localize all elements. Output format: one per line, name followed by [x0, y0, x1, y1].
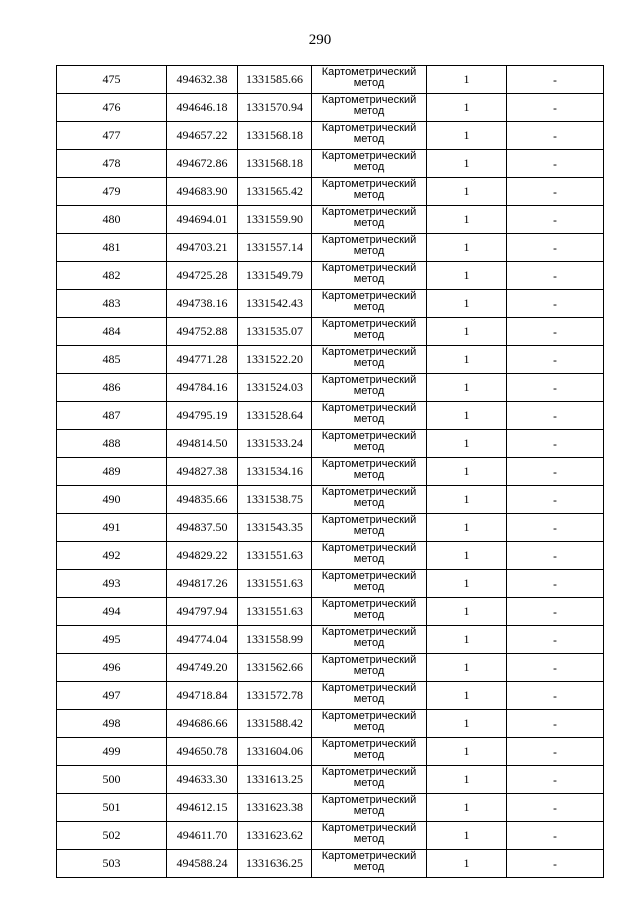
table-row — [57, 458, 604, 486]
method-line-2: метод — [353, 609, 385, 621]
x-coordinate-cell: 494795.19 — [167, 402, 238, 430]
note-cell: - — [507, 794, 604, 822]
accuracy-cell: 1 — [427, 402, 507, 430]
accuracy-cell: 1 — [427, 122, 507, 150]
method-line-1: Картометрический — [321, 458, 417, 470]
table-row — [57, 290, 604, 318]
y-coordinate-cell: 1331568.18 — [238, 150, 312, 178]
table-row — [57, 402, 604, 430]
x-coordinate-cell: 494738.16 — [167, 290, 238, 318]
y-coordinate-cell: 1331565.42 — [238, 178, 312, 206]
table-row — [57, 234, 604, 262]
method-cell — [312, 850, 427, 878]
note-cell: - — [507, 514, 604, 542]
note-cell: - — [507, 66, 604, 94]
x-coordinate-cell: 494694.01 — [167, 206, 238, 234]
table-body — [57, 66, 604, 878]
table-row — [57, 598, 604, 626]
x-coordinate-cell: 494837.50 — [167, 514, 238, 542]
method-line-1: Картометрический — [321, 486, 417, 498]
point-number-cell: 479 — [57, 178, 167, 206]
point-number-cell: 484 — [57, 318, 167, 346]
method-line-2: метод — [353, 217, 385, 229]
accuracy-cell: 1 — [427, 570, 507, 598]
point-number-cell: 478 — [57, 150, 167, 178]
y-coordinate-cell: 1331533.24 — [238, 430, 312, 458]
y-coordinate-cell: 1331535.07 — [238, 318, 312, 346]
y-coordinate-cell: 1331534.16 — [238, 458, 312, 486]
method-line-2: метод — [353, 581, 385, 593]
method-line-1: Картометрический — [321, 234, 417, 246]
method-line-1: Картометрический — [321, 430, 417, 442]
note-cell: - — [507, 234, 604, 262]
method-line-1: Картометрический — [321, 206, 417, 218]
method-cell — [312, 458, 427, 486]
note-cell: - — [507, 122, 604, 150]
table-row — [57, 486, 604, 514]
method-line-2: метод — [353, 413, 385, 425]
note-cell: - — [507, 598, 604, 626]
y-coordinate-cell: 1331604.06 — [238, 738, 312, 766]
accuracy-cell: 1 — [427, 710, 507, 738]
table-row — [57, 766, 604, 794]
method-cell — [312, 794, 427, 822]
method-line-1: Картометрический — [321, 178, 417, 190]
method-line-2: метод — [353, 553, 385, 565]
x-coordinate-cell: 494672.86 — [167, 150, 238, 178]
note-cell: - — [507, 626, 604, 654]
method-cell — [312, 654, 427, 682]
accuracy-cell: 1 — [427, 430, 507, 458]
note-cell: - — [507, 766, 604, 794]
method-line-2: метод — [353, 161, 385, 173]
point-number-cell: 494 — [57, 598, 167, 626]
accuracy-cell: 1 — [427, 486, 507, 514]
note-cell: - — [507, 682, 604, 710]
accuracy-cell: 1 — [427, 206, 507, 234]
accuracy-cell: 1 — [427, 178, 507, 206]
table-row — [57, 94, 604, 122]
method-cell — [312, 570, 427, 598]
point-number-cell: 495 — [57, 626, 167, 654]
y-coordinate-cell: 1331528.64 — [238, 402, 312, 430]
table-row — [57, 430, 604, 458]
note-cell: - — [507, 570, 604, 598]
y-coordinate-cell: 1331570.94 — [238, 94, 312, 122]
note-cell: - — [507, 94, 604, 122]
x-coordinate-cell: 494817.26 — [167, 570, 238, 598]
point-number-cell: 480 — [57, 206, 167, 234]
accuracy-cell: 1 — [427, 234, 507, 262]
y-coordinate-cell: 1331623.38 — [238, 794, 312, 822]
y-coordinate-cell: 1331636.25 — [238, 850, 312, 878]
x-coordinate-cell: 494612.15 — [167, 794, 238, 822]
method-line-2: метод — [353, 357, 385, 369]
point-number-cell: 502 — [57, 822, 167, 850]
table-row — [57, 206, 604, 234]
x-coordinate-cell: 494632.38 — [167, 66, 238, 94]
y-coordinate-cell: 1331551.63 — [238, 598, 312, 626]
method-cell — [312, 234, 427, 262]
point-number-cell: 490 — [57, 486, 167, 514]
table-row — [57, 570, 604, 598]
table-row — [57, 850, 604, 878]
coordinates-table — [56, 65, 604, 878]
accuracy-cell: 1 — [427, 738, 507, 766]
method-cell — [312, 94, 427, 122]
method-cell — [312, 178, 427, 206]
x-coordinate-cell: 494771.28 — [167, 346, 238, 374]
x-coordinate-cell: 494725.28 — [167, 262, 238, 290]
method-line-1: Картометрический — [321, 850, 417, 862]
method-line-1: Картометрический — [321, 738, 417, 750]
method-line-1: Картометрический — [321, 94, 417, 106]
point-number-cell: 489 — [57, 458, 167, 486]
y-coordinate-cell: 1331559.90 — [238, 206, 312, 234]
method-cell — [312, 598, 427, 626]
point-number-cell: 477 — [57, 122, 167, 150]
accuracy-cell: 1 — [427, 150, 507, 178]
table-row — [57, 710, 604, 738]
method-line-2: метод — [353, 105, 385, 117]
method-line-1: Картометрический — [321, 150, 417, 162]
method-line-2: метод — [353, 833, 385, 845]
x-coordinate-cell: 494827.38 — [167, 458, 238, 486]
y-coordinate-cell: 1331613.25 — [238, 766, 312, 794]
note-cell: - — [507, 486, 604, 514]
table-row — [57, 178, 604, 206]
note-cell: - — [507, 318, 604, 346]
accuracy-cell: 1 — [427, 682, 507, 710]
method-cell — [312, 262, 427, 290]
method-cell — [312, 738, 427, 766]
accuracy-cell: 1 — [427, 346, 507, 374]
method-cell — [312, 122, 427, 150]
y-coordinate-cell: 1331562.66 — [238, 654, 312, 682]
method-cell — [312, 206, 427, 234]
method-line-2: метод — [353, 329, 385, 341]
x-coordinate-cell: 494683.90 — [167, 178, 238, 206]
method-line-1: Картометрический — [321, 402, 417, 414]
x-coordinate-cell: 494784.16 — [167, 374, 238, 402]
y-coordinate-cell: 1331557.14 — [238, 234, 312, 262]
method-cell — [312, 766, 427, 794]
method-line-1: Картометрический — [321, 570, 417, 582]
method-line-1: Картометрический — [321, 710, 417, 722]
point-number-cell: 499 — [57, 738, 167, 766]
note-cell: - — [507, 346, 604, 374]
y-coordinate-cell: 1331543.35 — [238, 514, 312, 542]
method-line-1: Картометрический — [321, 682, 417, 694]
method-line-1: Картометрический — [321, 262, 417, 274]
table-row — [57, 318, 604, 346]
point-number-cell: 503 — [57, 850, 167, 878]
note-cell: - — [507, 458, 604, 486]
note-cell: - — [507, 402, 604, 430]
y-coordinate-cell: 1331538.75 — [238, 486, 312, 514]
table-row — [57, 542, 604, 570]
method-line-1: Картометрический — [321, 822, 417, 834]
accuracy-cell: 1 — [427, 626, 507, 654]
y-coordinate-cell: 1331588.42 — [238, 710, 312, 738]
method-line-1: Картометрический — [321, 290, 417, 302]
point-number-cell: 487 — [57, 402, 167, 430]
method-cell — [312, 318, 427, 346]
table-row — [57, 626, 604, 654]
point-number-cell: 496 — [57, 654, 167, 682]
page-number: 290 — [308, 32, 332, 48]
method-line-2: метод — [353, 805, 385, 817]
note-cell: - — [507, 542, 604, 570]
x-coordinate-cell: 494829.22 — [167, 542, 238, 570]
table-row — [57, 122, 604, 150]
point-number-cell: 493 — [57, 570, 167, 598]
table-row — [57, 822, 604, 850]
x-coordinate-cell: 494588.24 — [167, 850, 238, 878]
table-row — [57, 346, 604, 374]
method-cell — [312, 542, 427, 570]
method-line-2: метод — [353, 693, 385, 705]
accuracy-cell: 1 — [427, 318, 507, 346]
method-line-2: метод — [353, 777, 385, 789]
point-number-cell: 488 — [57, 430, 167, 458]
method-cell — [312, 822, 427, 850]
method-line-1: Картометрический — [321, 766, 417, 778]
y-coordinate-cell: 1331572.78 — [238, 682, 312, 710]
method-line-2: метод — [353, 245, 385, 257]
method-line-1: Картометрический — [321, 542, 417, 554]
accuracy-cell: 1 — [427, 822, 507, 850]
x-coordinate-cell: 494657.22 — [167, 122, 238, 150]
note-cell: - — [507, 430, 604, 458]
note-cell: - — [507, 178, 604, 206]
y-coordinate-cell: 1331585.66 — [238, 66, 312, 94]
method-cell — [312, 374, 427, 402]
method-line-2: метод — [353, 497, 385, 509]
method-line-2: метод — [353, 133, 385, 145]
point-number-cell: 498 — [57, 710, 167, 738]
note-cell: - — [507, 206, 604, 234]
method-cell — [312, 626, 427, 654]
table-row — [57, 514, 604, 542]
method-line-2: метод — [353, 469, 385, 481]
accuracy-cell: 1 — [427, 542, 507, 570]
accuracy-cell: 1 — [427, 766, 507, 794]
method-cell — [312, 150, 427, 178]
y-coordinate-cell: 1331524.03 — [238, 374, 312, 402]
method-cell — [312, 486, 427, 514]
note-cell: - — [507, 290, 604, 318]
method-line-1: Картометрический — [321, 66, 417, 78]
note-cell: - — [507, 150, 604, 178]
y-coordinate-cell: 1331623.62 — [238, 822, 312, 850]
table-row — [57, 738, 604, 766]
x-coordinate-cell: 494835.66 — [167, 486, 238, 514]
x-coordinate-cell: 494797.94 — [167, 598, 238, 626]
x-coordinate-cell: 494752.88 — [167, 318, 238, 346]
x-coordinate-cell: 494686.66 — [167, 710, 238, 738]
accuracy-cell: 1 — [427, 514, 507, 542]
method-line-2: метод — [353, 273, 385, 285]
method-line-1: Картометрический — [321, 122, 417, 134]
method-cell — [312, 66, 427, 94]
accuracy-cell: 1 — [427, 458, 507, 486]
y-coordinate-cell: 1331522.20 — [238, 346, 312, 374]
point-number-cell: 486 — [57, 374, 167, 402]
y-coordinate-cell: 1331568.18 — [238, 122, 312, 150]
note-cell: - — [507, 374, 604, 402]
y-coordinate-cell: 1331542.43 — [238, 290, 312, 318]
method-cell — [312, 290, 427, 318]
note-cell: - — [507, 850, 604, 878]
accuracy-cell: 1 — [427, 262, 507, 290]
accuracy-cell: 1 — [427, 850, 507, 878]
method-line-2: метод — [353, 665, 385, 677]
table-row — [57, 262, 604, 290]
y-coordinate-cell: 1331549.79 — [238, 262, 312, 290]
method-line-2: метод — [353, 721, 385, 733]
accuracy-cell: 1 — [427, 94, 507, 122]
method-cell — [312, 682, 427, 710]
x-coordinate-cell: 494633.30 — [167, 766, 238, 794]
note-cell: - — [507, 738, 604, 766]
method-cell — [312, 430, 427, 458]
method-cell — [312, 710, 427, 738]
method-line-2: метод — [353, 749, 385, 761]
method-cell — [312, 514, 427, 542]
accuracy-cell: 1 — [427, 598, 507, 626]
point-number-cell: 500 — [57, 766, 167, 794]
method-line-1: Картометрический — [321, 514, 417, 526]
table-row — [57, 794, 604, 822]
accuracy-cell: 1 — [427, 374, 507, 402]
x-coordinate-cell: 494611.70 — [167, 822, 238, 850]
point-number-cell: 485 — [57, 346, 167, 374]
note-cell: - — [507, 654, 604, 682]
method-line-2: метод — [353, 301, 385, 313]
method-line-2: метод — [353, 637, 385, 649]
method-line-2: метод — [353, 861, 385, 873]
point-number-cell: 476 — [57, 94, 167, 122]
x-coordinate-cell: 494703.21 — [167, 234, 238, 262]
table-row — [57, 374, 604, 402]
point-number-cell: 475 — [57, 66, 167, 94]
y-coordinate-cell: 1331551.63 — [238, 570, 312, 598]
method-line-2: метод — [353, 441, 385, 453]
x-coordinate-cell: 494749.20 — [167, 654, 238, 682]
x-coordinate-cell: 494650.78 — [167, 738, 238, 766]
method-line-1: Картометрический — [321, 346, 417, 358]
accuracy-cell: 1 — [427, 794, 507, 822]
point-number-cell: 482 — [57, 262, 167, 290]
y-coordinate-cell: 1331558.99 — [238, 626, 312, 654]
method-line-2: метод — [353, 525, 385, 537]
method-line-1: Картометрический — [321, 654, 417, 666]
point-number-cell: 497 — [57, 682, 167, 710]
method-line-1: Картометрический — [321, 794, 417, 806]
note-cell: - — [507, 710, 604, 738]
point-number-cell: 481 — [57, 234, 167, 262]
x-coordinate-cell: 494814.50 — [167, 430, 238, 458]
note-cell: - — [507, 262, 604, 290]
table-row — [57, 682, 604, 710]
method-cell — [312, 402, 427, 430]
y-coordinate-cell: 1331551.63 — [238, 542, 312, 570]
note-cell: - — [507, 822, 604, 850]
method-line-2: метод — [353, 77, 385, 89]
method-line-2: метод — [353, 189, 385, 201]
point-number-cell: 491 — [57, 514, 167, 542]
method-cell — [312, 346, 427, 374]
point-number-cell: 492 — [57, 542, 167, 570]
point-number-cell: 483 — [57, 290, 167, 318]
x-coordinate-cell: 494718.84 — [167, 682, 238, 710]
accuracy-cell: 1 — [427, 654, 507, 682]
x-coordinate-cell: 494646.18 — [167, 94, 238, 122]
method-line-2: метод — [353, 385, 385, 397]
x-coordinate-cell: 494774.04 — [167, 626, 238, 654]
accuracy-cell: 1 — [427, 66, 507, 94]
table-row — [57, 654, 604, 682]
method-line-1: Картометрический — [321, 374, 417, 386]
point-number-cell: 501 — [57, 794, 167, 822]
table-row — [57, 150, 604, 178]
table-row — [57, 66, 604, 94]
method-line-1: Картометрический — [321, 626, 417, 638]
method-line-1: Картометрический — [321, 598, 417, 610]
method-line-1: Картометрический — [321, 318, 417, 330]
accuracy-cell: 1 — [427, 290, 507, 318]
